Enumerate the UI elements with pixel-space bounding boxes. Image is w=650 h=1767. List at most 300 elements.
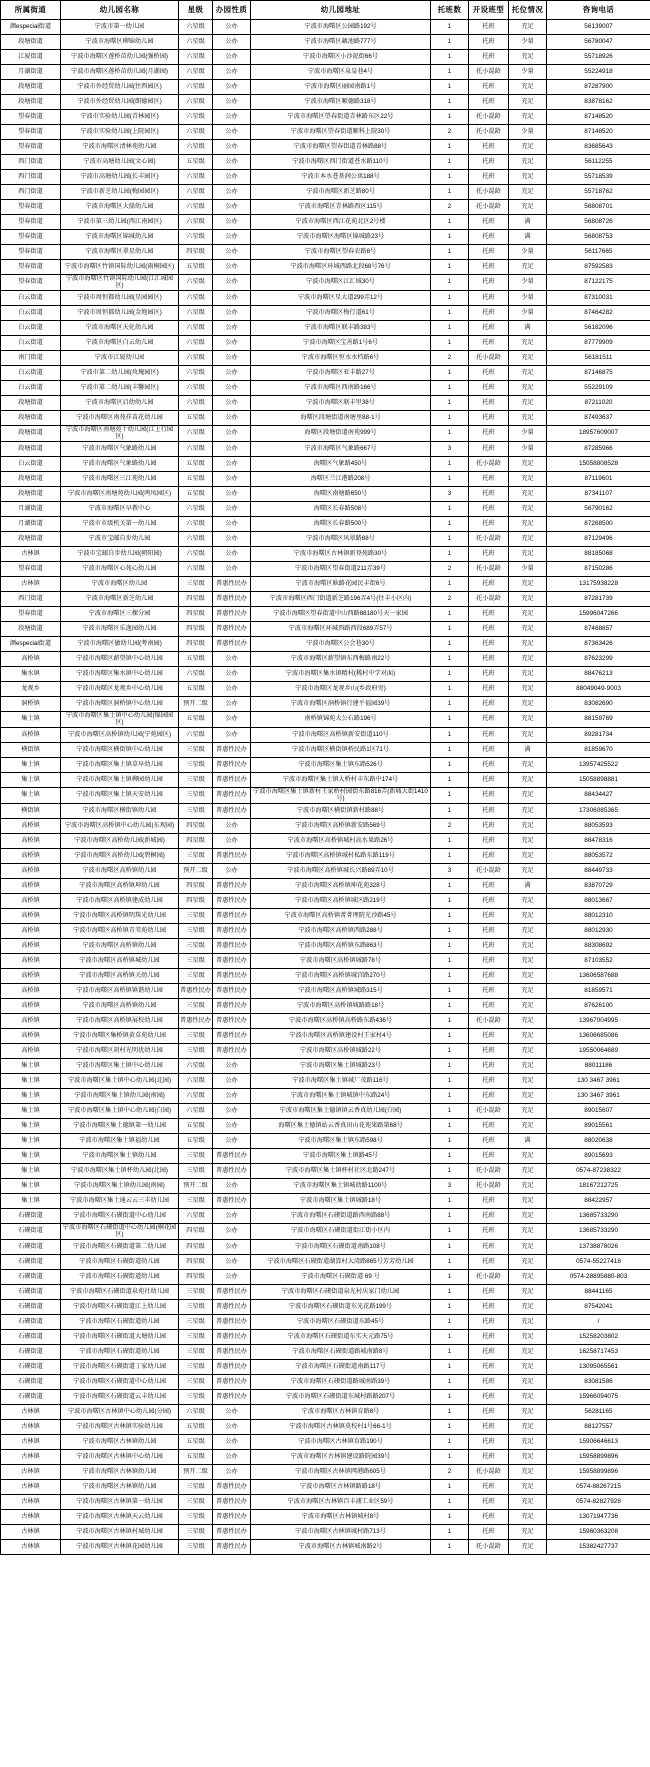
table-row — [1, 682, 650, 697]
cell-name: 宁波市海曙区启幼幼儿园 — [61, 396, 179, 411]
cell-phone: 87211020 — [547, 396, 650, 411]
cell-name: 宁波市海曙区石碶街道中心幼儿园 — [61, 1375, 179, 1390]
cell-availability: 充足 — [509, 351, 547, 366]
cell-class-type: 托班 — [469, 924, 509, 939]
cell-class-count: 1 — [431, 110, 469, 125]
cell-star: 四星级 — [179, 607, 213, 622]
cell-name: 宁波市外经贸幼儿园(朗德园区) — [61, 95, 179, 110]
cell-class-count: 1 — [431, 1405, 469, 1420]
cell-nature: 普惠性民办 — [213, 969, 251, 984]
cell-class-type: 托小混龄 — [469, 1540, 509, 1555]
cell-phone: 0574-28895880-803 — [547, 1270, 650, 1285]
cell-star: 三星级 — [179, 1495, 213, 1510]
cell-address: 宁波市海曙区古林镇莫校村1号66-1号 — [251, 1420, 431, 1435]
cell-class-count: 1 — [431, 969, 469, 984]
cell-star: 三星级 — [179, 954, 213, 969]
cell-nature: 公办 — [213, 351, 251, 366]
cell-class-count: 1 — [431, 1134, 469, 1149]
cell-star: 五星级 — [179, 411, 213, 426]
col-header-class-count: 托班数 — [431, 1, 469, 20]
cell-star: 三星级 — [179, 1029, 213, 1044]
cell-class-type: 托班 — [469, 1074, 509, 1089]
cell-availability: 充足 — [509, 517, 547, 532]
table-row — [1, 999, 650, 1014]
cell-class-type: 托班 — [469, 637, 509, 652]
cell-availability: 充足 — [509, 1420, 547, 1435]
cell-class-count: 3 — [431, 442, 469, 457]
cell-street: 古林镇 — [1, 547, 61, 562]
cell-street: 石碶街道 — [1, 1390, 61, 1405]
table-row — [1, 1255, 650, 1270]
cell-name: 宁波市海曙区莲桥苗幼儿园(月湖园) — [61, 65, 179, 80]
cell-nature: 普惠性民办 — [213, 788, 251, 804]
cell-class-count: 1 — [431, 1510, 469, 1525]
cell-address: 宁波市海曙区石碶街道南路108号 — [251, 1240, 431, 1255]
cell-star: 普惠性民办 — [179, 984, 213, 999]
cell-class-type: 托小混龄 — [469, 1270, 509, 1285]
cell-star: 五星级 — [179, 155, 213, 170]
cell-availability: 充足 — [509, 924, 547, 939]
cell-class-count: 1 — [431, 637, 469, 652]
cell-availability: 充足 — [509, 652, 547, 667]
cell-phone: 87281739 — [547, 592, 650, 607]
cell-name: 宁波市海曙区石碶街道幼儿园 — [61, 1270, 179, 1285]
cell-phone: 88012930 — [547, 924, 650, 939]
cell-phone: 0574-82827928 — [547, 1495, 650, 1510]
table-row — [1, 532, 650, 547]
cell-class-count: 1 — [431, 1315, 469, 1330]
cell-address: 宁波市海曙区石碶街道街江街小区内 — [251, 1224, 431, 1240]
cell-star: 五星级 — [179, 1435, 213, 1450]
cell-availability: 充足 — [509, 1510, 547, 1525]
cell-star: 三星级 — [179, 1285, 213, 1300]
cell-name: 宁波市海曙区三棵分园 — [61, 607, 179, 622]
cell-class-count: 1 — [431, 260, 469, 275]
cell-availability: 充足 — [509, 1345, 547, 1360]
cell-nature: 公办 — [213, 426, 251, 442]
cell-class-count: 1 — [431, 502, 469, 517]
cell-name: 宁波市海曙区柳锦幼儿园 — [61, 35, 179, 50]
cell-street: 高桥镇 — [1, 879, 61, 894]
cell-class-count: 1 — [431, 682, 469, 697]
cell-nature: 公办 — [213, 1405, 251, 1420]
cell-class-type: 托小混龄 — [469, 592, 509, 607]
cell-star: 四星级 — [179, 622, 213, 637]
cell-availability: 满 — [509, 879, 547, 894]
cell-class-type: 托班 — [469, 275, 509, 291]
table-row — [1, 442, 650, 457]
cell-availability: 充足 — [509, 1059, 547, 1074]
cell-class-type: 托班 — [469, 472, 509, 487]
table-row — [1, 1405, 650, 1420]
cell-class-type: 托班 — [469, 712, 509, 728]
cell-address: 宁波市海曙区集土德镇镇云香真幼儿园(白园) — [251, 1104, 431, 1119]
cell-name: 宁波市新芝幼儿园(梅园园区) — [61, 185, 179, 200]
cell-nature: 普惠性民办 — [213, 1330, 251, 1345]
cell-nature: 公办 — [213, 562, 251, 577]
cell-class-type: 托班 — [469, 607, 509, 622]
cell-availability: 充足 — [509, 1179, 547, 1194]
cell-phone: 88049049-9003 — [547, 682, 650, 697]
table-row — [1, 215, 650, 230]
cell-class-count: 3 — [431, 487, 469, 502]
cell-phone: 83685643 — [547, 140, 650, 155]
cell-address: 宁波市海曙区气象路667号 — [251, 442, 431, 457]
table-row — [1, 864, 650, 879]
cell-phone: 87592583 — [547, 260, 650, 275]
cell-name: 宁波市海曙区集土镇幼儿园 — [61, 1149, 179, 1164]
col-header-class-type: 开设班型 — [469, 1, 509, 20]
cell-name: 宁波市宝邮自步幼儿园 — [61, 532, 179, 547]
cell-name: 宁波市宝邮自步幼儿园(朝阳园) — [61, 547, 179, 562]
cell-star: 预开二级 — [179, 697, 213, 712]
cell-star: 六星级 — [179, 200, 213, 215]
cell-name: 宁波市海曙区横街镇幼儿园 — [61, 804, 179, 819]
cell-class-type: 托班 — [469, 366, 509, 381]
cell-class-count: 1 — [431, 245, 469, 260]
cell-nature: 公办 — [213, 517, 251, 532]
cell-street: 高桥镇 — [1, 909, 61, 924]
cell-availability: 充足 — [509, 804, 547, 819]
table-row — [1, 622, 650, 637]
cell-nature: 公办 — [213, 1240, 251, 1255]
cell-class-count: 1 — [431, 607, 469, 622]
table-row — [1, 336, 650, 351]
cell-availability: 充足 — [509, 50, 547, 65]
cell-street: 月湖街道 — [1, 65, 61, 80]
cell-availability: 充足 — [509, 728, 547, 743]
table-row — [1, 1435, 650, 1450]
cell-address: 宁波市海曙区公园路192号 — [251, 20, 431, 35]
cell-class-type: 托小混龄 — [469, 110, 509, 125]
table-row — [1, 879, 650, 894]
table-row — [1, 517, 650, 532]
cell-address: 宁波市海曙区高桥镇新安路569号 — [251, 819, 431, 834]
cell-star: 五星级 — [179, 472, 213, 487]
cell-nature: 公办 — [213, 1074, 251, 1089]
cell-availability: 充足 — [509, 170, 547, 185]
cell-street: 段塘街道 — [1, 622, 61, 637]
cell-class-count: 1 — [431, 1480, 469, 1495]
cell-street: 高桥镇 — [1, 894, 61, 909]
cell-phone: 18167212725 — [547, 1179, 650, 1194]
cell-address: 宁波市海曙区顺德路318号 — [251, 95, 431, 110]
cell-street: 高桥镇 — [1, 939, 61, 954]
table-row — [1, 396, 650, 411]
cell-class-count: 1 — [431, 1104, 469, 1119]
cell-address: 宁波市海曙区环城西路西段689弄57号 — [251, 622, 431, 637]
cell-class-type: 托班 — [469, 1240, 509, 1255]
table-row — [1, 834, 650, 849]
cell-availability: 充足 — [509, 1044, 547, 1059]
cell-class-count: 1 — [431, 1360, 469, 1375]
cell-availability: 充足 — [509, 849, 547, 864]
cell-class-type: 托班 — [469, 245, 509, 260]
cell-class-type: 托小混龄 — [469, 457, 509, 472]
cell-class-count: 1 — [431, 532, 469, 547]
cell-star: 三星级 — [179, 1315, 213, 1330]
cell-class-count: 1 — [431, 80, 469, 95]
cell-class-count: 1 — [431, 788, 469, 804]
cell-address: 宁波市海曙区集土镇东路598号 — [251, 1134, 431, 1149]
cell-street: 石碶街道 — [1, 1375, 61, 1390]
cell-nature: 普惠性民办 — [213, 1029, 251, 1044]
cell-address: 宁波市海曙区恒水水档路6号 — [251, 351, 431, 366]
cell-street: 段塘街道 — [1, 95, 61, 110]
cell-class-type: 托班 — [469, 1420, 509, 1435]
table-row — [1, 712, 650, 728]
cell-nature: 普惠性民办 — [213, 909, 251, 924]
cell-street: 古林镇 — [1, 1405, 61, 1420]
cell-availability: 充足 — [509, 682, 547, 697]
table-row — [1, 35, 650, 50]
cell-class-count: 1 — [431, 336, 469, 351]
table-row — [1, 1375, 650, 1390]
table-row — [1, 743, 650, 758]
cell-class-count: 1 — [431, 652, 469, 667]
cell-street: 段塘街道 — [1, 442, 61, 457]
cell-nature: 普惠性民办 — [213, 954, 251, 969]
cell-star: 预开二级 — [179, 1179, 213, 1194]
cell-phone: 56780047 — [547, 35, 650, 50]
cell-star: 六星级 — [179, 728, 213, 743]
cell-street: 集土镇 — [1, 1164, 61, 1179]
table-body — [1, 20, 650, 1555]
cell-class-count: 1 — [431, 773, 469, 788]
cell-nature: 普惠性民办 — [213, 637, 251, 652]
cell-availability: 充足 — [509, 607, 547, 622]
cell-class-count: 1 — [431, 426, 469, 442]
cell-nature: 公办 — [213, 185, 251, 200]
cell-class-count: 1 — [431, 20, 469, 35]
cell-class-count: 1 — [431, 321, 469, 336]
cell-class-type: 托班 — [469, 547, 509, 562]
cell-name: 宁波市海曙区高桥镇城幼儿园 — [61, 954, 179, 969]
cell-availability: 少量 — [509, 562, 547, 577]
cell-availability: 充足 — [509, 939, 547, 954]
table-row — [1, 1390, 650, 1405]
cell-phone: 87129496 — [547, 532, 650, 547]
cell-phone: 15996047266 — [547, 607, 650, 622]
cell-address: 宁波市海曙区横街镇桥民路1区71号 — [251, 743, 431, 758]
cell-class-type: 托班 — [469, 411, 509, 426]
cell-class-type: 托班 — [469, 1089, 509, 1104]
cell-phone: 83878162 — [547, 95, 650, 110]
cell-nature: 公办 — [213, 532, 251, 547]
cell-address: 宁波市海曙区青林路西区115号 — [251, 200, 431, 215]
cell-class-type: 托班 — [469, 260, 509, 275]
cell-address: 宁波市海曙区星大道299弄12号 — [251, 291, 431, 306]
cell-phone: 87341107 — [547, 487, 650, 502]
cell-nature: 公办 — [213, 125, 251, 140]
cell-class-type: 托班 — [469, 1450, 509, 1465]
cell-street: 集土镇 — [1, 788, 61, 804]
cell-street: 段塘街道 — [1, 532, 61, 547]
table-row — [1, 366, 650, 381]
cell-phone: 13606685086 — [547, 1029, 650, 1044]
cell-phone: 87363426 — [547, 637, 650, 652]
cell-availability: 少量 — [509, 426, 547, 442]
cell-address: 海曙区长春路508号 — [251, 502, 431, 517]
cell-availability: 充足 — [509, 577, 547, 592]
cell-street: 高桥镇 — [1, 984, 61, 999]
cell-availability: 充足 — [509, 622, 547, 637]
cell-star: 三星级 — [179, 939, 213, 954]
cell-availability: 充足 — [509, 894, 547, 909]
cell-address: 宁波市海曙区望春街道211弄39号 — [251, 562, 431, 577]
cell-street: 横街镇 — [1, 804, 61, 819]
cell-name: 宁波市第二幼儿园(丰馨园区) — [61, 381, 179, 396]
table-row — [1, 125, 650, 140]
cell-address: 宁波市海曙区江汇城30号 — [251, 275, 431, 291]
cell-star: 四星级 — [179, 894, 213, 909]
cell-nature: 公办 — [213, 547, 251, 562]
cell-class-count: 2 — [431, 200, 469, 215]
cell-name: 宁波市海曙区早教中心 — [61, 502, 179, 517]
cell-class-type: 托班 — [469, 1480, 509, 1495]
cell-nature: 普惠性民办 — [213, 879, 251, 894]
cell-nature: 普惠性民办 — [213, 1315, 251, 1330]
cell-name: 宁波市海曙区集土德镇第一幼儿园 — [61, 1119, 179, 1134]
cell-name: 宁波市海曙区南塘苑十幼儿园(江上行园区) — [61, 426, 179, 442]
cell-street: 月湖街道 — [1, 517, 61, 532]
cell-class-type: 托班 — [469, 381, 509, 396]
cell-name: 宁波市海曙区高桥镇幼儿园 — [61, 939, 179, 954]
cell-address: 宁波市海曙区古林镇育路190号 — [251, 1435, 431, 1450]
cell-street: 颜especial街道 — [1, 20, 61, 35]
cell-phone: 87285966 — [547, 442, 650, 457]
cell-nature: 公办 — [213, 652, 251, 667]
cell-name: 宁波市海曙区莲桥苗幼儿园(强桥园) — [61, 50, 179, 65]
cell-address: 宁波市海曙区耿路花园民丰街6号 — [251, 577, 431, 592]
cell-name: 宁波市周恒都幼儿园(星园园区) — [61, 291, 179, 306]
cell-class-count: 1 — [431, 712, 469, 728]
cell-street: 白云街道 — [1, 366, 61, 381]
cell-address: 宁波市海曙区望春街道中山西路88180号天一家园 — [251, 607, 431, 622]
cell-phone: 88476213 — [547, 667, 650, 682]
cell-address: 宁波市海曙区集土镇城厂茂路116号 — [251, 1074, 431, 1089]
table-row — [1, 245, 650, 260]
cell-class-count: 2 — [431, 819, 469, 834]
table-row — [1, 230, 650, 245]
cell-phone: 15958899896 — [547, 1465, 650, 1480]
cell-availability: 充足 — [509, 1315, 547, 1330]
cell-address: 宁波市海曙区石碶街道东城村路路207号 — [251, 1390, 431, 1405]
cell-nature: 普惠性民办 — [213, 1164, 251, 1179]
cell-phone: 88127557 — [547, 1420, 650, 1435]
cell-class-type: 托班 — [469, 804, 509, 819]
cell-availability: 充足 — [509, 834, 547, 849]
cell-star: 三星级 — [179, 1164, 213, 1179]
table-row — [1, 1134, 650, 1149]
cell-street: 白云街道 — [1, 457, 61, 472]
cell-availability: 充足 — [509, 381, 547, 396]
cell-star: 三星级 — [179, 743, 213, 758]
cell-street: 石碶街道 — [1, 1285, 61, 1300]
cell-class-count: 1 — [431, 834, 469, 849]
cell-class-count: 1 — [431, 50, 469, 65]
table-row — [1, 1089, 650, 1104]
cell-phone: 55718926 — [547, 50, 650, 65]
cell-name: 宁波市海曙区高桥镇幼儿园 — [61, 864, 179, 879]
cell-class-count: 1 — [431, 728, 469, 743]
cell-class-count: 1 — [431, 35, 469, 50]
cell-availability: 充足 — [509, 547, 547, 562]
cell-name: 宁波市海曙区气象路幼儿园 — [61, 457, 179, 472]
cell-name: 宁波市海曙区石碶街道中心幼儿园 — [61, 1209, 179, 1224]
cell-street: 西门街道 — [1, 155, 61, 170]
cell-phone: 81859670 — [547, 743, 650, 758]
cell-address: 宁波市海曙区洞桥镇行建平福园39号 — [251, 697, 431, 712]
cell-availability: 充足 — [509, 1540, 547, 1555]
cell-name: 宁波市海曙区集桥镇黄草苑幼儿园 — [61, 1029, 179, 1044]
table-row — [1, 788, 650, 804]
cell-address: 宁波市海曙区石碶街道路城南路39号 — [251, 1375, 431, 1390]
cell-phone: 87103552 — [547, 954, 650, 969]
cell-star: 六星级 — [179, 35, 213, 50]
cell-class-count: 1 — [431, 457, 469, 472]
cell-class-type: 托班 — [469, 773, 509, 788]
cell-address: 宁波市海曙区梅行道61号 — [251, 306, 431, 321]
cell-nature: 普惠性民办 — [213, 804, 251, 819]
cell-address: 宁波市海曙区西江花苑北区2号楼 — [251, 215, 431, 230]
cell-nature: 公办 — [213, 667, 251, 682]
cell-class-type: 托小混龄 — [469, 562, 509, 577]
cell-class-count: 1 — [431, 1300, 469, 1315]
cell-class-count: 1 — [431, 215, 469, 230]
cell-class-type: 托班 — [469, 1285, 509, 1300]
table-row — [1, 849, 650, 864]
cell-class-count: 1 — [431, 1540, 469, 1555]
table-row — [1, 1194, 650, 1209]
cell-name: 宁波市海曙区集土通云云三丰幼儿园 — [61, 1194, 179, 1209]
cell-star: 六星级 — [179, 502, 213, 517]
cell-star: 四星级 — [179, 1224, 213, 1240]
cell-nature: 公办 — [213, 1179, 251, 1194]
table-row — [1, 939, 650, 954]
table-row — [1, 1510, 650, 1525]
cell-name: 宁波市海曙区集土镇福幼儿园 — [61, 1134, 179, 1149]
cell-class-count: 1 — [431, 1390, 469, 1405]
cell-class-type: 托班 — [469, 743, 509, 758]
cell-street: 望春街道 — [1, 260, 61, 275]
cell-street: 石碶街道 — [1, 1315, 61, 1330]
col-header-phone: 咨询电话 — [547, 1, 650, 20]
cell-street: 集土镇 — [1, 1179, 61, 1194]
cell-availability: 充足 — [509, 1104, 547, 1119]
cell-nature: 普惠性民办 — [213, 592, 251, 607]
cell-address: 宁波市海曙区联丰路383号 — [251, 321, 431, 336]
table-row — [1, 1224, 650, 1240]
cell-name: 宁波市海曙区三江苑幼儿园 — [61, 472, 179, 487]
cell-availability: 满 — [509, 743, 547, 758]
cell-phone: 13095065561 — [547, 1360, 650, 1375]
cell-class-count: 1 — [431, 155, 469, 170]
cell-class-type: 托班 — [469, 697, 509, 712]
cell-street: 高桥镇 — [1, 1014, 61, 1029]
table-row — [1, 95, 650, 110]
cell-phone: 88422957 — [547, 1194, 650, 1209]
cell-class-count: 1 — [431, 95, 469, 110]
cell-nature: 公办 — [213, 95, 251, 110]
table-row — [1, 351, 650, 366]
cell-class-type: 托班 — [469, 622, 509, 637]
cell-address: 宁波市海曙区公会巷30号 — [251, 637, 431, 652]
cell-name: 宁波市海曙区古林镇花园幼儿园 — [61, 1540, 179, 1555]
cell-star: 六星级 — [179, 321, 213, 336]
cell-class-type: 托班 — [469, 1209, 509, 1224]
cell-street: 白云街道 — [1, 336, 61, 351]
